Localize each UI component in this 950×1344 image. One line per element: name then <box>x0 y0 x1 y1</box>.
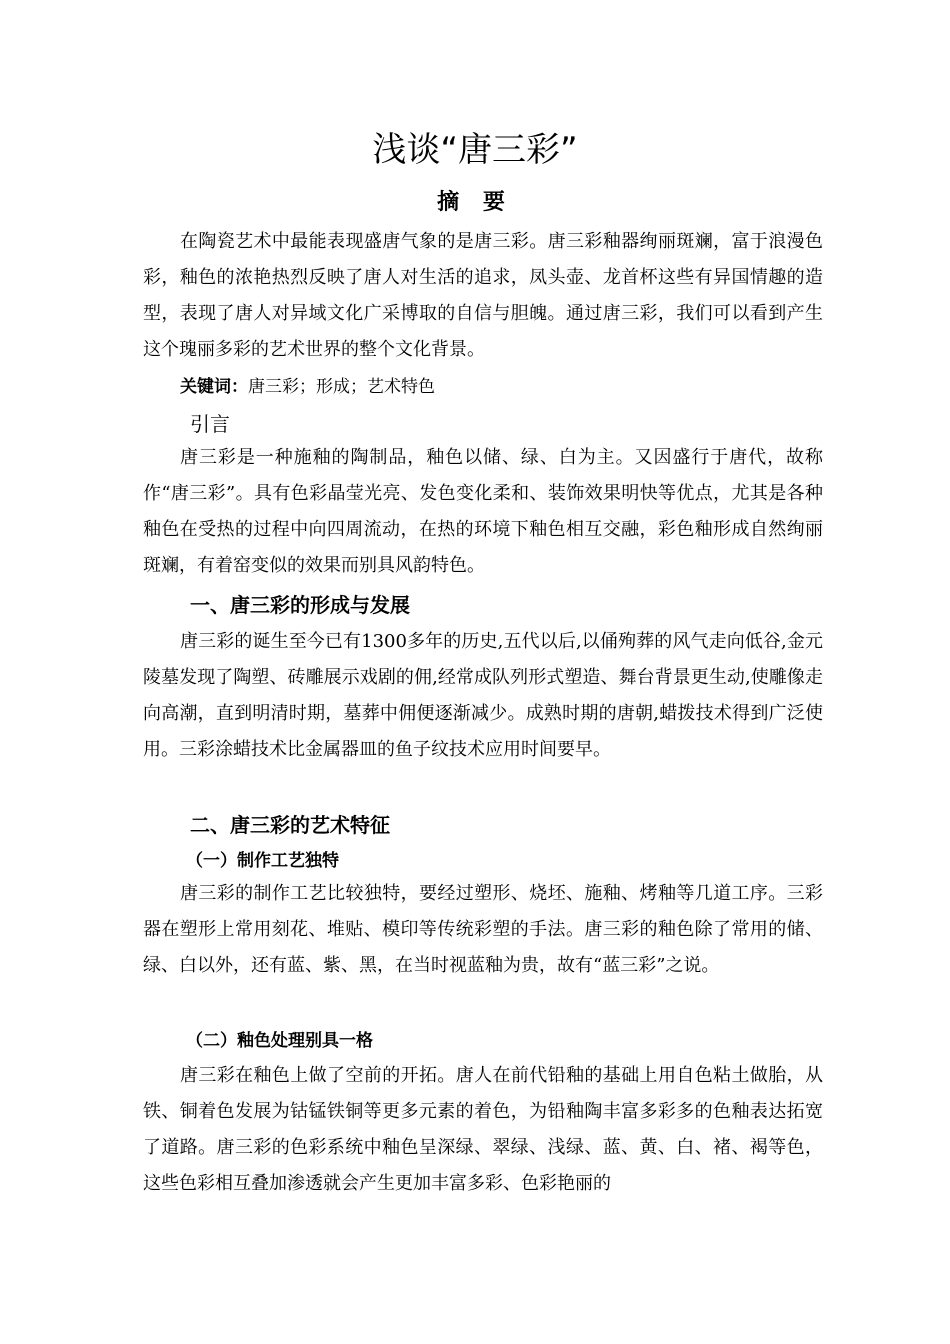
intro-paragraph: 唐三彩是一种施釉的陶制品，釉色以储、绿、白为主。又因盛行于唐代，故称作“唐三彩”。具有色彩晶莹光亮、发色变化柔和、装饰效果明快等优点，尤其是各种釉色在受热的过程中向四周流动，在热的环境下釉色相互交融，彩色釉形成自然绚丽斑斓，有着窑变似的效果而别具风韵特色。 <box>143 447 823 576</box>
page-title: 浅谈“唐三彩” <box>372 130 578 170</box>
section2-sub1-heading: （一）制作工艺独特 <box>186 851 339 871</box>
keywords-value: 唐三彩；形成；艺术特色 <box>248 377 435 397</box>
abstract-heading: 摘 要 <box>437 190 513 215</box>
intro-heading: 引言 <box>190 412 230 436</box>
keywords-label: 关键词： <box>180 377 248 397</box>
keywords-line <box>180 372 435 402</box>
section2-sub1-paragraph: 唐三彩的制作工艺比较独特，要经过塑形、烧坯、施釉、烤釉等几道工序。三彩器在塑形上常用刻花、堆贴、模印等传统彩塑的手法。唐三彩的釉色除了常用的储、绿、白以外，还有蓝、紫、黑，在当时视蓝釉为贵，故有“蓝三彩”之说。 <box>143 883 823 976</box>
section2-sub2-heading: （二）釉色处理别具一格 <box>186 1031 373 1051</box>
section1-paragraph: 唐三彩的诞生至今已有1300多年的历史,五代以后,以俑殉葬的风气走向低谷,金元陵墓发现了陶塑、砖雕展示戏剧的佣,经常成队列形式塑造、舞台背景更生动,使雕像走向高潮，直到明清时期，墓葬中佣便逐渐减少。成熟时期的唐朝,蜡拨技术得到广泛使用。三彩涂蜡技术比金属器皿的鱼子纹技术应用时间要早。 <box>143 631 823 760</box>
abstract-paragraph: 在陶瓷艺术中最能表现盛唐气象的是唐三彩。唐三彩釉器绚丽斑斓，富于浪漫色彩，釉色的浓艳热烈反映了唐人对生活的追求，凤头壶、龙首杯这些有异国情趣的造型，表现了唐人对异域文化广采博取的自信与胆魄。通过唐三彩，我们可以看到产生这个瑰丽多彩的艺术世界的整个文化背景。 <box>143 231 823 360</box>
section2-sub2-paragraph: 唐三彩在釉色上做了空前的开拓。唐人在前代铅釉的基础上用自色粘土做胎，从铁、铜着色发展为钴锰铁铜等更多元素的着色，为铅釉陶丰富多彩多的色釉表达拓宽了道路。唐三彩的色彩系统中釉色呈深绿、翠绿、浅绿、蓝、黄、白、褚、褐等色，这些色彩相互叠加渗透就会产生更加丰富多彩、色彩艳丽的 <box>143 1065 823 1194</box>
section2-heading: 二、唐三彩的艺术特征 <box>190 813 390 837</box>
section1-heading: 一、唐三彩的形成与发展 <box>190 593 410 617</box>
